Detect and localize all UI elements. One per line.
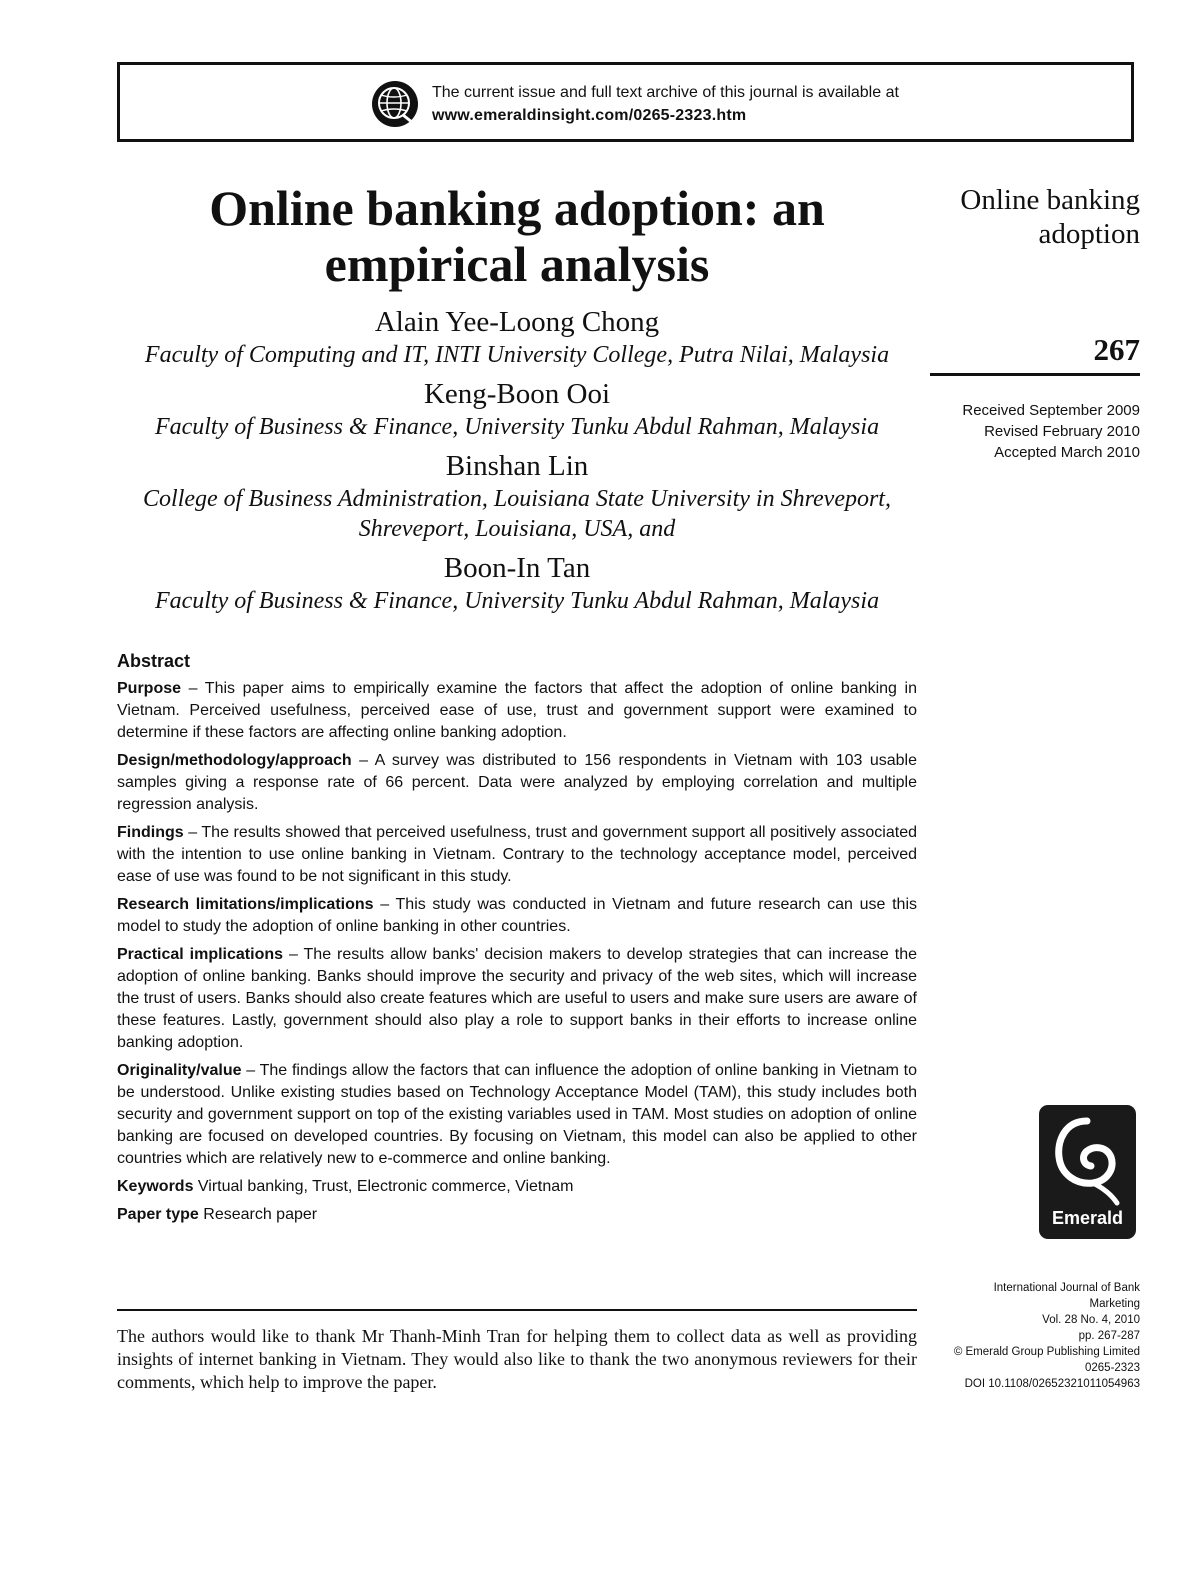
emerald-swirl-icon bbox=[1047, 1111, 1128, 1206]
abstract-findings bbox=[117, 822, 917, 888]
section-text: Research paper bbox=[198, 1206, 318, 1223]
emerald-logo bbox=[1039, 1105, 1136, 1239]
paper-title: Online banking adoption: an empirical analysis bbox=[209, 180, 825, 292]
abstract-practical bbox=[117, 944, 917, 1054]
journal-volume: Vol. 28 No. 4, 2010 bbox=[1042, 1314, 1140, 1326]
section-label: Design/methodology/approach bbox=[117, 752, 352, 769]
abstract bbox=[117, 650, 917, 1232]
abstract-limitations bbox=[117, 894, 917, 938]
doi: DOI 10.1108/02652321011054963 bbox=[964, 1378, 1140, 1390]
footnote-divider bbox=[117, 1309, 917, 1311]
journal-archive-notice bbox=[117, 62, 1134, 142]
section-label: Purpose bbox=[117, 680, 182, 697]
section-label: Research limitations/implications bbox=[117, 896, 374, 913]
publication-dates bbox=[930, 400, 1140, 463]
section-text: – The results showed that perceived usefulness, trust and government support all positively associated with the intention to use online banking in Vietnam. Contrary to the technology acceptance model, perceived ease of use was found to be not significant in this study. bbox=[117, 824, 917, 885]
section-text: – The results allow banks' decision makers to develop strategies that can increase the adoption of online banking. Banks should improve the security and privacy of the web sites, which will increase the trust of users. Banks should also create features which are useful to users and make sure users are aware of these features. Lastly, government should also play a role to support banks in their efforts to increase online banking adoption. bbox=[117, 946, 917, 1051]
section-text: – This paper aims to empirically examine the factors that affect the adoption of online banking in Vietnam. Perceived usefulness, perceived ease of use, trust and government support were examined to determine if these factors are affecting online banking adoption. bbox=[117, 680, 917, 741]
archive-url-link[interactable]: www.emeraldinsight.com/0265-2323.htm bbox=[432, 107, 747, 124]
section-text: – The findings allow the factors that can influence the adoption of online banking in Vietnam to be understood. Unlike existing studies based on Technology Acceptance Model (TAM), this study includes both security and government support on top of the existing variables used in TAM. Most studies on adoption of online banking are focused on developed countries. By focusing on Vietnam, this model can also be applied to other countries which are relatively new to e-commerce and online banking. bbox=[117, 1062, 917, 1167]
abstract-paper-type bbox=[117, 1204, 917, 1226]
revised-date: Revised February 2010 bbox=[984, 423, 1140, 440]
author-name: Alain Yee-Loong Chong bbox=[374, 306, 660, 338]
section-text: – This study was conducted in Vietnam and future research can use this model to study the adoption of online banking in other countries. bbox=[117, 896, 918, 935]
page-number: 267 bbox=[1093, 332, 1140, 367]
issn: 0265-2323 bbox=[1085, 1362, 1140, 1374]
author-name: Binshan Lin bbox=[445, 450, 589, 482]
author-affiliation: College of Business Administration, Louisiana State University in Shreveport, Shreveport, Louisiana, USA, and bbox=[143, 486, 891, 542]
author-name: Boon-In Tan bbox=[443, 552, 591, 584]
author-affiliation: Faculty of Business & Finance, University Tunku Abdul Rahman, Malaysia bbox=[154, 588, 880, 614]
abstract-originality bbox=[117, 1060, 917, 1170]
journal-pages: pp. 267-287 bbox=[1078, 1330, 1140, 1342]
abstract-purpose bbox=[117, 678, 917, 744]
accepted-date: Accepted March 2010 bbox=[994, 444, 1140, 461]
emerald-logo-word: Emerald bbox=[1051, 1208, 1124, 1228]
author-name: Keng-Boon Ooi bbox=[423, 378, 611, 410]
section-text: Virtual banking, Trust, Electronic commerce, Vietnam bbox=[193, 1178, 574, 1195]
abstract-design bbox=[117, 750, 917, 816]
sidebar-divider bbox=[930, 373, 1140, 376]
section-label: Originality/value bbox=[117, 1062, 242, 1079]
section-label: Paper type bbox=[117, 1206, 199, 1223]
acknowledgement-footnote: The authors would like to thank Mr Thanh-Minh Tran for helping them to collect data as well as providing insights of internet banking in Vietnam. They would also like to thank the two anonymous reviewers for their comments, which help to improve the paper. bbox=[117, 1326, 917, 1392]
archive-note: The current issue and full text archive of this journal is available at bbox=[432, 84, 899, 101]
title-block bbox=[117, 180, 917, 616]
running-title: Online banking adoption bbox=[960, 184, 1140, 250]
section-label: Keywords bbox=[117, 1178, 194, 1195]
author-affiliation: Faculty of Computing and IT, INTI University College, Putra Nilai, Malaysia bbox=[144, 342, 890, 368]
journal-info bbox=[930, 1280, 1140, 1392]
author-affiliation: Faculty of Business & Finance, University Tunku Abdul Rahman, Malaysia bbox=[154, 414, 880, 440]
section-text: – A survey was distributed to 156 respondents in Vietnam with 103 usable samples giving a response rate of 66 percent. Data were analyzed by employing correlation and multiple regression analysis. bbox=[117, 752, 917, 813]
journal-name: Marketing bbox=[1089, 1298, 1140, 1310]
journal-name: International Journal of Bank bbox=[993, 1282, 1140, 1294]
abstract-keywords bbox=[117, 1176, 917, 1198]
copyright: © Emerald Group Publishing Limited bbox=[953, 1346, 1140, 1358]
globe-icon bbox=[370, 79, 420, 129]
section-label: Findings bbox=[117, 824, 184, 841]
section-label: Practical implications bbox=[117, 946, 284, 963]
abstract-heading: Abstract bbox=[117, 651, 191, 671]
received-date: Received September 2009 bbox=[962, 402, 1140, 419]
